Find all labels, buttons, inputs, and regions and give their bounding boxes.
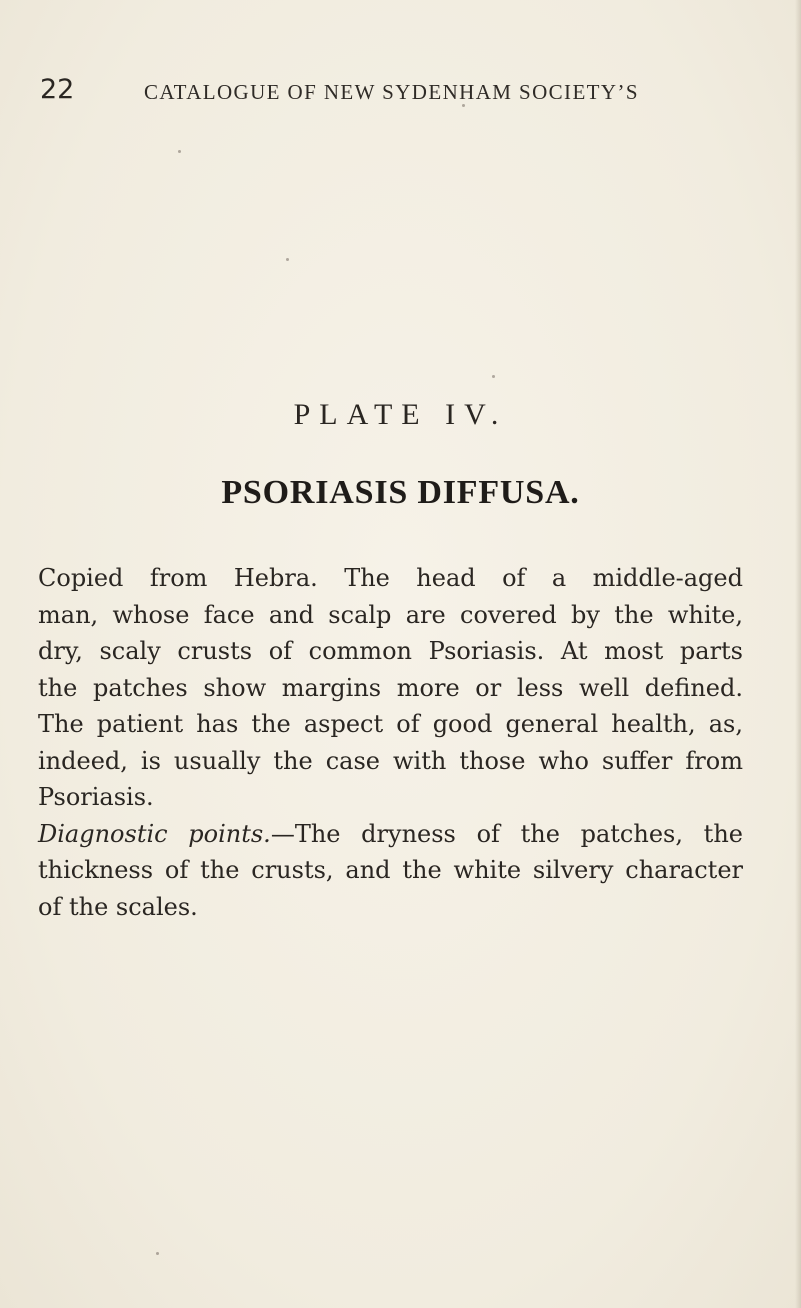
paper-speck [462,104,465,107]
diagnostic-first-line [38,816,743,853]
plate-description [38,560,743,925]
description-line: man, whose face and scalp are covered by the white, [38,600,743,629]
paper-speck [156,1252,159,1255]
running-title: CATALOGUE OF NEW SYDENHAM SOCIETY’S [144,80,639,104]
description-line: dry, scaly crusts of common Psoriasis. At most parts [38,637,743,665]
description-paragraph [38,560,743,816]
plate-heading: PLATE IV. [293,398,508,431]
description-line: indeed, is usually the case with those who suffer from [38,746,743,775]
running-head [40,74,740,108]
diagnostic-label: Diagnostic points. [38,819,271,848]
paper-speck [178,150,181,153]
diagnostic-line: of the scales. [38,892,198,921]
diagnostic-line: —The dryness of the patches, the [270,819,743,848]
disease-title: PSORIASIS DIFFUSA. [221,474,580,511]
paper-speck [286,258,289,261]
description-line: Psoriasis. [38,783,154,811]
diagnostic-line: thickness of the crusts, and the white silvery character [38,856,743,884]
diagnostic-paragraph [38,816,743,926]
page-number: 22 [40,74,75,105]
description-line: the patches show margins more or less well defined. [38,673,743,702]
description-line: Copied from Hebra. The head of a middle-aged [38,564,743,592]
description-line: The patient has the aspect of good general health, as, [38,710,743,738]
page-edge-shadow [795,0,801,1308]
paper-speck [492,375,495,378]
